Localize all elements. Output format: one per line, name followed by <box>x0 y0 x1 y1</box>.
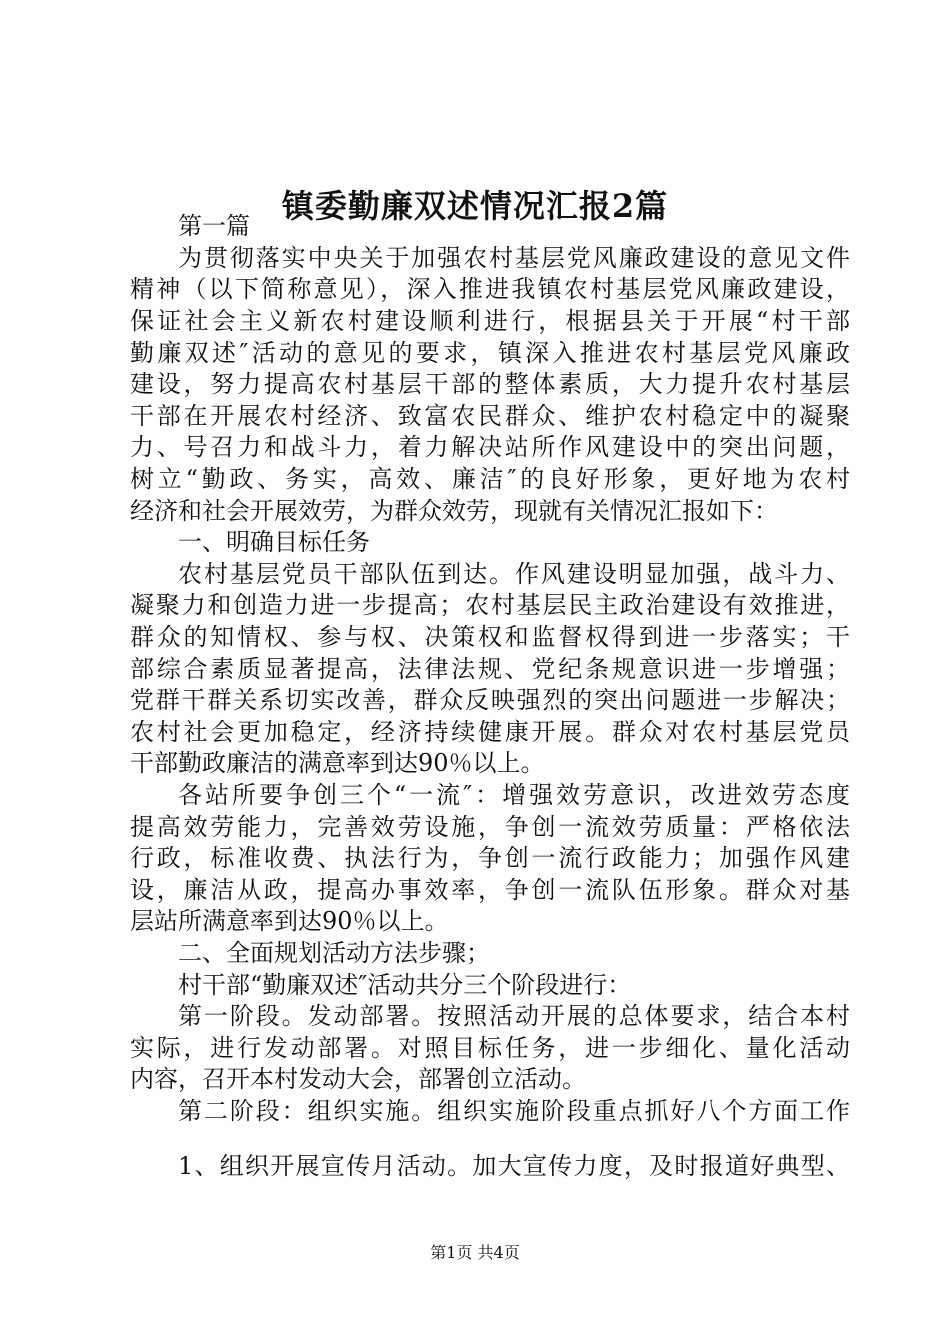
text-line: 干部勤政廉洁的满意率到达90％以上。 <box>130 749 545 777</box>
text-line: 1、组织开展宣传月活动。加大宣传力度，及时报道好典型、 <box>178 1152 850 1180</box>
text-line: 设，廉洁从政，提高办事效率，争创一流队伍形象。群众对基 <box>130 876 850 904</box>
text-line: 凝聚力和创造力进一步提高；农村基层民主政治建设有效推进， <box>130 591 850 619</box>
text-line: 建设，努力提高农村基层干部的整体素质，大力提升农村基层 <box>130 370 850 398</box>
text-line: 农村基层党员干部队伍到达。作风建设明显加强，战斗力、 <box>178 560 850 588</box>
text-line: 农村社会更加稳定，经济持续健康开展。群众对农村基层党员 <box>130 718 850 746</box>
text-line: 行政，标准收费、执法行为，争创一流行政能力；加强作风建 <box>130 844 850 872</box>
page-footer: 第1页 共4页 <box>430 1243 520 1262</box>
text-line: 树立“勤政、务实，高效、廉洁″的良好形象，更好地为农村 <box>130 465 850 493</box>
text-line: 部综合素质显著提高，法律法规、党纪条规意识进一步增强； <box>130 655 850 683</box>
text-line: 村干部“勤廉双述″活动共分三个阶段进行： <box>178 971 632 999</box>
text-line: 第一阶段。发动部署。按照活动开展的总体要求，结合本村 <box>178 1002 850 1030</box>
text-line: 为贯彻落实中央关于加强农村基层党风廉政建设的意见文件 <box>178 244 850 272</box>
document-title: 镇委勤廉双述情况汇报2篇 <box>281 187 669 225</box>
text-line: 实际，进行发动部署。对照目标任务，进一步细化、量化活动 <box>130 1034 850 1062</box>
text-line: 力、号召力和战斗力，着力解决站所作风建设中的突出问题， <box>130 433 850 461</box>
text-line: 群众的知情权、参与权、决策权和监督权得到进一步落实；干 <box>130 623 850 651</box>
text-line: 勤廉双述″活动的意见的要求，镇深入推进农村基层党风廉政 <box>130 339 850 367</box>
text-line: 保证社会主义新农村建设顺利进行，根据县关于开展“村干部 <box>130 307 850 335</box>
text-line: 干部在开展农村经济、致富农民群众、维护农村稳定中的凝聚 <box>130 402 850 430</box>
text-line: 层站所满意率到达90％以上。 <box>130 907 449 935</box>
text-line: 内容，召开本村发动大会，部署创立活动。 <box>130 1065 586 1093</box>
section-heading: 二、全面规划活动方法步骤； <box>178 939 490 967</box>
text-line: 党群干群关系切实改善，群众反映强烈的突出问题进一步解决； <box>130 686 850 714</box>
text-line: 第二阶段：组织实施。组织实施阶段重点抓好八个方面工作 <box>178 1097 850 1125</box>
section-heading: 一、明确目标任务 <box>178 528 370 556</box>
text-line: 各站所要争创三个“一流″：增强效劳意识，改进效劳态度 <box>178 781 850 809</box>
text-line: 经济和社会开展效劳，为群众效劳，现就有关情况汇报如下： <box>130 497 778 525</box>
text-line: 提高效劳能力，完善效劳设施，争创一流效劳质量：严格依法 <box>130 813 850 841</box>
text-line: 精神（以下简称意见），深入推进我镇农村基层党风廉政建设， <box>130 275 850 303</box>
text-line: 第一篇 <box>178 212 250 240</box>
